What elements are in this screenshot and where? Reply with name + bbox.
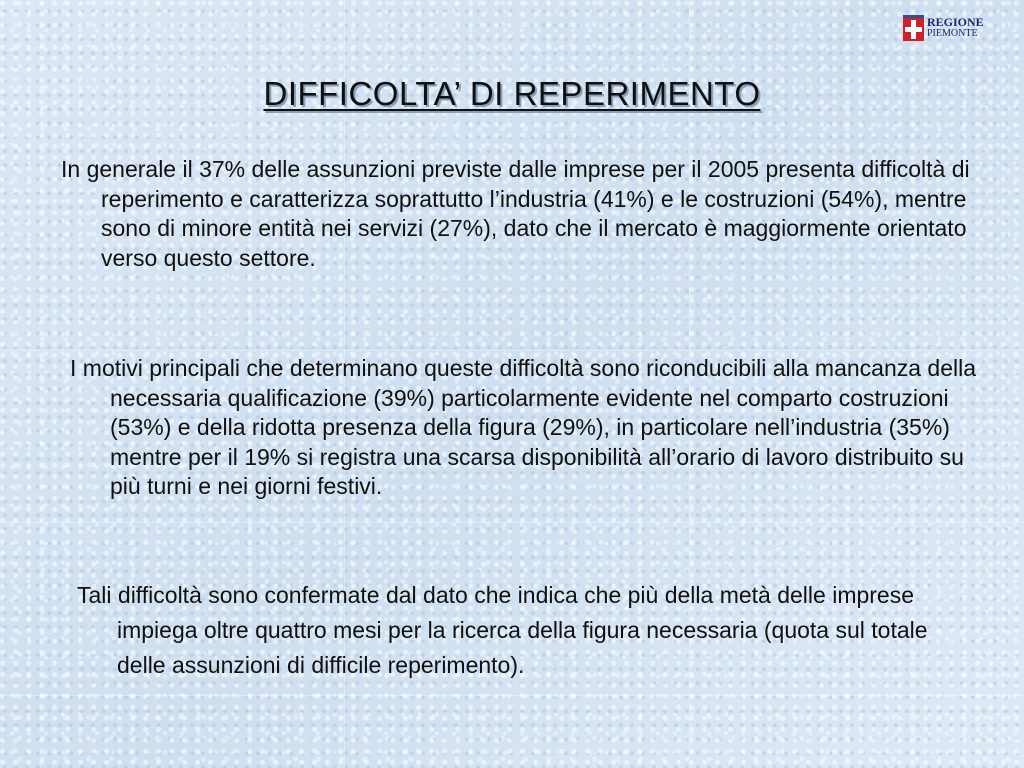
regione-piemonte-logo [903,15,984,41]
logo-line-1: REGIONE [927,15,984,29]
paragraph-confirmation: Tali difficoltà sono confermate dal dato che indica che più della metà delle imprese impiega oltre quattro mesi per la ricerca della figura necessaria (quota sul totale delle assunzioni di difficile reperimento). [77,582,928,678]
logo-line-2: PIEMONTE [927,28,978,39]
paragraph-reasons: I motivi principali che determinano queste difficoltà sono riconducibili alla mancanza della necessaria qualificazione (39%) particolarmente evidente nel comparto costruzioni (53%) e della ridotta presenza della figura (29%), in particolare nell’industria (35%) mentre per il 19% si registra una scarsa disponibilità all’orario di lavoro distribuito su più turni e nei giorni festivi. [70,355,977,499]
background-texture-line [0,695,1024,696]
background-texture-line [0,350,1024,351]
logo-text [927,16,984,40]
piemonte-shield-icon [903,15,924,41]
paragraph-general: In generale il 37% delle assunzioni previste dalle imprese per il 2005 presenta difficoltà di reperimento e caratterizza soprattutto l’industria (41%) e le costruzioni (54%), mentre sono di minore entità nei servizi (27%), dato che il mercato è maggiormente orientato verso questo settore. [61,156,970,271]
background-texture-line [0,522,1024,523]
slide-title: DIFFICOLTA’ DI REPERIMENTO [263,75,761,112]
